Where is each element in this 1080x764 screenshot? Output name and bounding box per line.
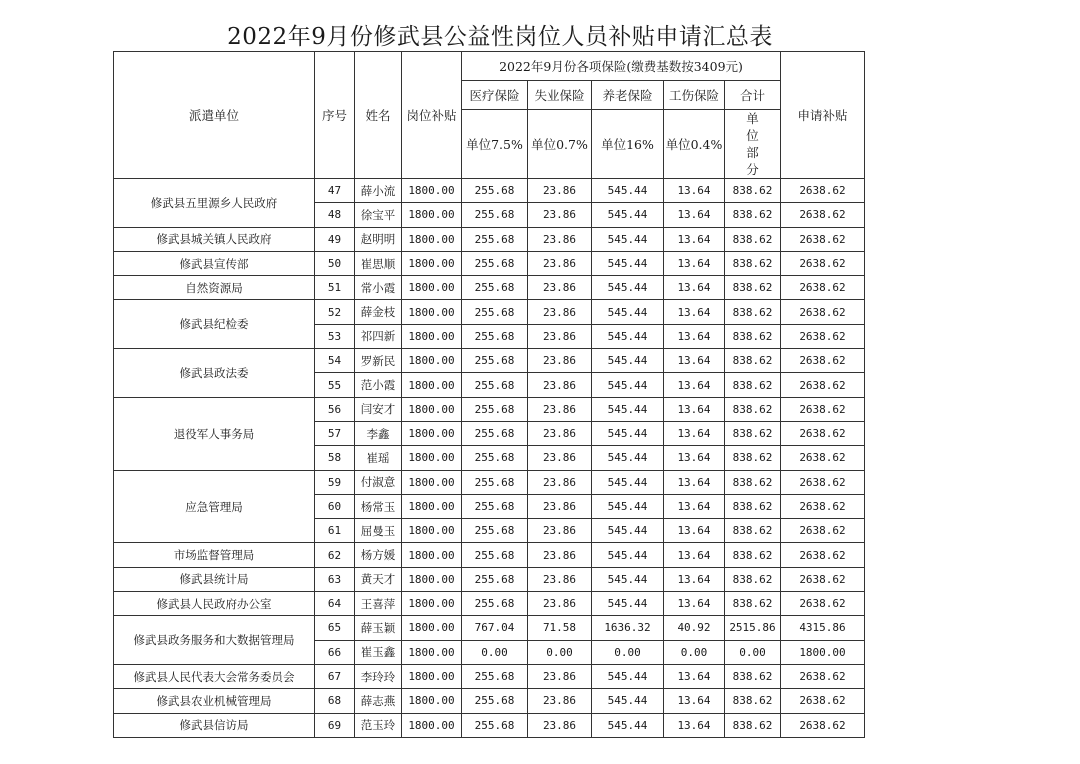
subsidy-cell: 1800.00 [402,592,462,616]
pension-cell: 545.44 [592,664,664,688]
table-row [114,664,865,688]
unit-cell: 修武县人民代表大会常务委员会 [114,664,315,688]
header-subsidy: 岗位补贴 [402,52,462,179]
total-cell: 838.62 [725,543,781,567]
injury-cell: 13.64 [664,519,725,543]
total-cell: 838.62 [725,421,781,445]
subsidy-cell: 1800.00 [402,421,462,445]
header-insurance-group: 2022年9月份各项保险(缴费基数按3409元) [462,52,781,81]
unemployment-cell: 23.86 [528,519,592,543]
apply-cell: 2638.62 [781,227,865,251]
injury-cell: 0.00 [664,640,725,664]
apply-cell: 2638.62 [781,543,865,567]
medical-cell: 767.04 [462,616,528,640]
subsidy-cell: 1800.00 [402,494,462,518]
seq-cell: 69 [315,713,355,737]
subsidy-cell: 1800.00 [402,179,462,203]
unit-cell: 修武县纪检委 [114,300,315,349]
seq-cell: 47 [315,179,355,203]
subsidy-cell: 1800.00 [402,713,462,737]
apply-cell: 2638.62 [781,373,865,397]
unemployment-cell: 23.86 [528,713,592,737]
medical-cell: 255.68 [462,373,528,397]
unemployment-cell: 23.86 [528,592,592,616]
header-total-part: 单位部分 [725,110,781,179]
unemployment-cell: 23.86 [528,203,592,227]
unemployment-cell: 23.86 [528,543,592,567]
unit-cell: 修武县农业机械管理局 [114,689,315,713]
medical-cell: 255.68 [462,203,528,227]
subsidy-cell: 1800.00 [402,689,462,713]
apply-cell: 2638.62 [781,324,865,348]
header-medical: 医疗保险 [462,81,528,110]
apply-cell: 2638.62 [781,713,865,737]
pension-cell: 545.44 [592,689,664,713]
seq-cell: 58 [315,446,355,470]
medical-cell: 255.68 [462,300,528,324]
medical-cell: 255.68 [462,519,528,543]
seq-cell: 53 [315,324,355,348]
subsidy-cell: 1800.00 [402,664,462,688]
injury-cell: 13.64 [664,664,725,688]
apply-cell: 4315.86 [781,616,865,640]
total-cell: 838.62 [725,324,781,348]
page-title: 2022年9月份修武县公益性岗位人员补贴申请汇总表 [227,24,773,50]
subsidy-cell: 1800.00 [402,446,462,470]
name-cell: 范小霞 [355,373,402,397]
name-cell: 薛玉颖 [355,616,402,640]
injury-cell: 13.64 [664,592,725,616]
unemployment-cell: 23.86 [528,227,592,251]
unemployment-cell: 23.86 [528,300,592,324]
medical-cell: 0.00 [462,640,528,664]
unit-cell: 修武县政法委 [114,349,315,398]
apply-cell: 2638.62 [781,300,865,324]
subsidy-cell: 1800.00 [402,251,462,275]
total-cell: 838.62 [725,349,781,373]
name-cell: 罗新民 [355,349,402,373]
subsidy-cell: 1800.00 [402,397,462,421]
pension-cell: 545.44 [592,179,664,203]
seq-cell: 67 [315,664,355,688]
unemployment-cell: 23.86 [528,373,592,397]
pension-cell: 545.44 [592,421,664,445]
unemployment-cell: 23.86 [528,324,592,348]
table-row [114,179,865,203]
table-row [114,567,865,591]
name-cell: 杨常玉 [355,494,402,518]
medical-cell: 255.68 [462,567,528,591]
apply-cell: 2638.62 [781,421,865,445]
pension-cell: 545.44 [592,494,664,518]
subsidy-cell: 1800.00 [402,470,462,494]
medical-cell: 255.68 [462,592,528,616]
unemployment-cell: 23.86 [528,567,592,591]
pension-cell: 545.44 [592,203,664,227]
seq-cell: 59 [315,470,355,494]
pension-cell: 545.44 [592,519,664,543]
seq-cell: 51 [315,276,355,300]
name-cell: 王喜萍 [355,592,402,616]
apply-cell: 2638.62 [781,592,865,616]
total-cell: 0.00 [725,640,781,664]
seq-cell: 49 [315,227,355,251]
seq-cell: 68 [315,689,355,713]
unemployment-cell: 23.86 [528,446,592,470]
unemployment-cell: 23.86 [528,421,592,445]
unit-cell: 自然资源局 [114,276,315,300]
total-cell: 838.62 [725,397,781,421]
medical-cell: 255.68 [462,324,528,348]
header-unemployment-rate: 单位0.7% [528,110,592,179]
header-injury: 工伤保险 [664,81,725,110]
name-cell: 李鑫 [355,421,402,445]
unemployment-cell: 23.86 [528,494,592,518]
name-cell: 崔瑶 [355,446,402,470]
total-cell: 838.62 [725,713,781,737]
total-cell: 838.62 [725,203,781,227]
total-cell: 838.62 [725,689,781,713]
unit-cell: 应急管理局 [114,470,315,543]
unit-cell: 修武县五里源乡人民政府 [114,179,315,228]
apply-cell: 2638.62 [781,446,865,470]
pension-cell: 545.44 [592,227,664,251]
injury-cell: 13.64 [664,373,725,397]
injury-cell: 13.64 [664,203,725,227]
header-unit: 派遣单位 [114,52,315,179]
seq-cell: 62 [315,543,355,567]
apply-cell: 2638.62 [781,251,865,275]
apply-cell: 2638.62 [781,494,865,518]
injury-cell: 13.64 [664,567,725,591]
injury-cell: 13.64 [664,324,725,348]
name-cell: 薛金枝 [355,300,402,324]
unit-cell: 修武县信访局 [114,713,315,737]
pension-cell: 545.44 [592,397,664,421]
injury-cell: 13.64 [664,494,725,518]
header-seq: 序号 [315,52,355,179]
total-cell: 838.62 [725,300,781,324]
injury-cell: 13.64 [664,713,725,737]
pension-cell: 545.44 [592,543,664,567]
pension-cell: 545.44 [592,324,664,348]
subsidy-cell: 1800.00 [402,373,462,397]
table-row [114,227,865,251]
seq-cell: 64 [315,592,355,616]
seq-cell: 52 [315,300,355,324]
name-cell: 李玲玲 [355,664,402,688]
injury-cell: 13.64 [664,276,725,300]
medical-cell: 255.68 [462,421,528,445]
total-cell: 838.62 [725,227,781,251]
total-cell: 838.62 [725,519,781,543]
apply-cell: 2638.62 [781,689,865,713]
unemployment-cell: 23.86 [528,689,592,713]
seq-cell: 55 [315,373,355,397]
injury-cell: 13.64 [664,397,725,421]
pension-cell: 1636.32 [592,616,664,640]
seq-cell: 66 [315,640,355,664]
unit-cell: 修武县人民政府办公室 [114,592,315,616]
medical-cell: 255.68 [462,349,528,373]
apply-cell: 2638.62 [781,397,865,421]
name-cell: 杨方媛 [355,543,402,567]
apply-cell: 2638.62 [781,470,865,494]
header-name: 姓名 [355,52,402,179]
subsidy-cell: 1800.00 [402,227,462,251]
medical-cell: 255.68 [462,227,528,251]
unemployment-cell: 71.58 [528,616,592,640]
medical-cell: 255.68 [462,251,528,275]
name-cell: 徐宝平 [355,203,402,227]
name-cell: 薛志燕 [355,689,402,713]
pension-cell: 545.44 [592,276,664,300]
table-row [114,349,865,373]
seq-cell: 48 [315,203,355,227]
table-row [114,592,865,616]
seq-cell: 54 [315,349,355,373]
table-row [114,713,865,737]
medical-cell: 255.68 [462,543,528,567]
unemployment-cell: 23.86 [528,664,592,688]
total-cell: 838.62 [725,664,781,688]
table-row [114,470,865,494]
total-cell: 838.62 [725,373,781,397]
apply-cell: 2638.62 [781,203,865,227]
medical-cell: 255.68 [462,713,528,737]
unemployment-cell: 23.86 [528,397,592,421]
header-medical-rate: 单位7.5% [462,110,528,179]
subsidy-cell: 1800.00 [402,349,462,373]
unit-cell: 修武县宣传部 [114,251,315,275]
injury-cell: 13.64 [664,689,725,713]
apply-cell: 2638.62 [781,519,865,543]
injury-cell: 13.64 [664,179,725,203]
total-cell: 838.62 [725,470,781,494]
subsidy-cell: 1800.00 [402,567,462,591]
unemployment-cell: 23.86 [528,251,592,275]
unit-cell: 市场监督管理局 [114,543,315,567]
medical-cell: 255.68 [462,179,528,203]
medical-cell: 255.68 [462,664,528,688]
unemployment-cell: 23.86 [528,276,592,300]
injury-cell: 13.64 [664,300,725,324]
medical-cell: 255.68 [462,470,528,494]
header-injury-rate: 单位0.4% [664,110,725,179]
header-pension-rate: 单位16% [592,110,664,179]
medical-cell: 255.68 [462,397,528,421]
name-cell: 薛小流 [355,179,402,203]
name-cell: 范玉玲 [355,713,402,737]
pension-cell: 545.44 [592,713,664,737]
apply-cell: 2638.62 [781,349,865,373]
subsidy-cell: 1800.00 [402,519,462,543]
unit-cell: 修武县统计局 [114,567,315,591]
table-row [114,689,865,713]
table-row [114,251,865,275]
subsidy-cell: 1800.00 [402,324,462,348]
unit-cell: 修武县城关镇人民政府 [114,227,315,251]
unemployment-cell: 23.86 [528,179,592,203]
apply-cell: 2638.62 [781,567,865,591]
subsidy-cell: 1800.00 [402,616,462,640]
total-cell: 838.62 [725,567,781,591]
unit-cell: 修武县政务服务和大数据管理局 [114,616,315,665]
apply-cell: 1800.00 [781,640,865,664]
name-cell: 付淑意 [355,470,402,494]
seq-cell: 57 [315,421,355,445]
subsidy-cell: 1800.00 [402,203,462,227]
seq-cell: 50 [315,251,355,275]
medical-cell: 255.68 [462,689,528,713]
injury-cell: 40.92 [664,616,725,640]
name-cell: 黄天才 [355,567,402,591]
total-cell: 838.62 [725,251,781,275]
seq-cell: 56 [315,397,355,421]
injury-cell: 13.64 [664,446,725,470]
subsidy-cell: 1800.00 [402,276,462,300]
pension-cell: 545.44 [592,592,664,616]
apply-cell: 2638.62 [781,179,865,203]
total-cell: 838.62 [725,179,781,203]
injury-cell: 13.64 [664,349,725,373]
injury-cell: 13.64 [664,421,725,445]
header-total: 合计 [725,81,781,110]
subsidy-table [113,51,865,738]
name-cell: 崔思顺 [355,251,402,275]
subsidy-cell: 1800.00 [402,543,462,567]
total-cell: 838.62 [725,494,781,518]
injury-cell: 13.64 [664,470,725,494]
pension-cell: 545.44 [592,251,664,275]
pension-cell: 545.44 [592,446,664,470]
injury-cell: 13.64 [664,543,725,567]
subsidy-cell: 1800.00 [402,640,462,664]
subsidy-cell: 1800.00 [402,300,462,324]
total-cell: 838.62 [725,446,781,470]
name-cell: 祁四新 [355,324,402,348]
seq-cell: 60 [315,494,355,518]
medical-cell: 255.68 [462,276,528,300]
header-apply: 申请补贴 [781,52,865,179]
header-unemployment: 失业保险 [528,81,592,110]
header-pension: 养老保险 [592,81,664,110]
unemployment-cell: 0.00 [528,640,592,664]
unit-cell: 退役军人事务局 [114,397,315,470]
table-row [114,276,865,300]
table-row [114,300,865,324]
pension-cell: 545.44 [592,470,664,494]
apply-cell: 2638.62 [781,276,865,300]
unemployment-cell: 23.86 [528,349,592,373]
name-cell: 常小霞 [355,276,402,300]
table-row [114,543,865,567]
seq-cell: 61 [315,519,355,543]
medical-cell: 255.68 [462,494,528,518]
pension-cell: 545.44 [592,300,664,324]
total-cell: 838.62 [725,276,781,300]
apply-cell: 2638.62 [781,664,865,688]
total-cell: 2515.86 [725,616,781,640]
pension-cell: 0.00 [592,640,664,664]
name-cell: 闫安才 [355,397,402,421]
seq-cell: 63 [315,567,355,591]
name-cell: 崔玉鑫 [355,640,402,664]
name-cell: 赵明明 [355,227,402,251]
injury-cell: 13.64 [664,227,725,251]
total-cell: 838.62 [725,592,781,616]
pension-cell: 545.44 [592,349,664,373]
unemployment-cell: 23.86 [528,470,592,494]
medical-cell: 255.68 [462,446,528,470]
table-row [114,616,865,640]
pension-cell: 545.44 [592,373,664,397]
name-cell: 屈曼玉 [355,519,402,543]
table-row [114,397,865,421]
seq-cell: 65 [315,616,355,640]
injury-cell: 13.64 [664,251,725,275]
pension-cell: 545.44 [592,567,664,591]
